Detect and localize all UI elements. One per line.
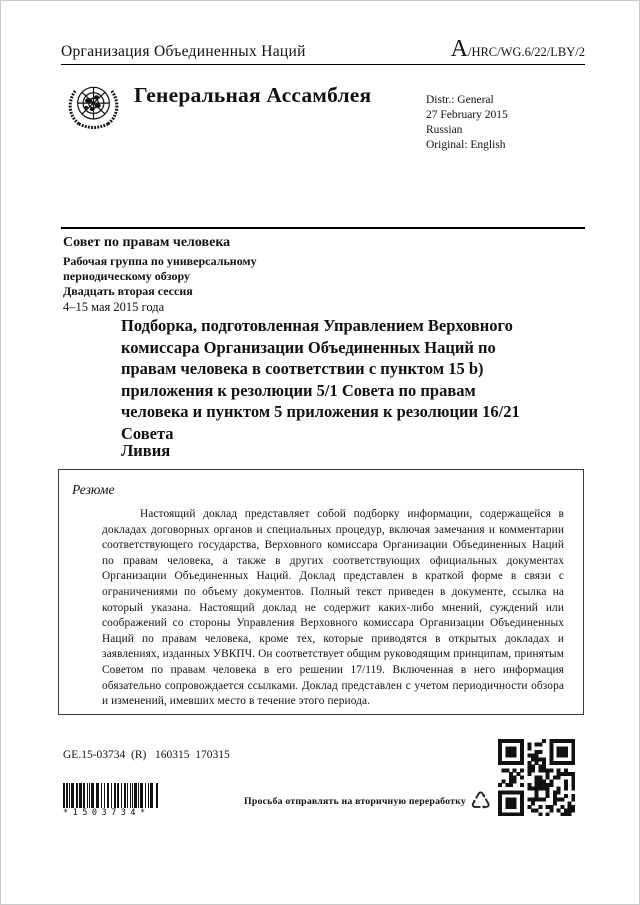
summary-label: Резюме (72, 482, 115, 497)
session-block (63, 235, 257, 315)
working-group-line2: периодическому обзору (63, 269, 191, 283)
working-group-line1: Рабочая группа по универсальному (63, 254, 257, 268)
un-emblem-icon (63, 80, 124, 136)
distribution-block (426, 93, 508, 153)
distr-line: Distr.: General (426, 94, 494, 106)
document-header (61, 37, 585, 65)
assembly-title: Генеральная Ассамблея (134, 83, 372, 107)
title-line: комиссара Организации Объединенных Наций по (121, 337, 496, 357)
barcode-text: *1503734* (63, 808, 150, 818)
summary-text: Настоящий доклад представляет собой подборку информации, содержащейся в докладах договорных органов и специальных процедур, включая замечания и комментарии соответствующего государства, Верховного комиссара Организации Объединенных Наций по правам человека, а также в других соответствующих официальных документах Организации Объединенных Наций. Доклад представлен в краткой форме в связи с ограничениями по объему документов. Полный текст приведен в документе, ссылка на который указана. Настоящий доклад не содержит каких-либо мнений, суждений или соображений со стороны Управления Верховного комиссара Организации Объединенных Наций по правам человека, кроме тех, которые приводятся в открытых докладах и заявлениях, изданных УВКПЧ. Он соответствует общим руководящим принципам, принятым Советом по правам человека в его решении 17/119. Включенная в него информация обязательно сопровождается ссылками. Доклад представлен с учетом периодичности обзора и изменений, имевших место в течение этого периода. (102, 508, 564, 708)
title-line: человека и пунктом 5 приложения к резолюции 16/21 (121, 402, 520, 421)
qr-code (498, 739, 575, 816)
title-line: приложения к резолюции 5/1 Совета по правам (121, 380, 476, 400)
title-line: Совета (121, 423, 174, 443)
council-name: Совет по правам человека (63, 235, 231, 250)
barcode (63, 783, 163, 818)
distr-original: Original: English (426, 139, 506, 151)
session-dates: 4–15 мая 2015 года (63, 300, 165, 314)
session-name: Двадцать вторая сессия (63, 284, 193, 298)
recycle-icon: ♺ (469, 787, 492, 815)
summary-box (58, 469, 584, 715)
section-divider (61, 227, 585, 229)
country-name: Ливия (121, 441, 171, 460)
document-symbol-rest: /HRC/WG.6/22/LBY/2 (467, 45, 585, 59)
document-title (121, 315, 579, 444)
recycle-line (244, 789, 491, 813)
recycle-note: Просьба отправлять на вторичную переработку (244, 795, 466, 807)
document-symbol-prefix: A (450, 36, 468, 62)
title-line: правам человека в соответствии с пунктом 15 b) (121, 359, 484, 378)
distr-language: Russian (426, 124, 463, 136)
distr-date: 27 February 2015 (426, 109, 508, 121)
org-name: Организация Объединенных Наций (61, 43, 306, 60)
title-line: Подборка, подготовленная Управлением Верховного (121, 316, 513, 335)
ge-number: GE.15-03734 (R) 160315 170315 (63, 749, 230, 761)
document-symbol (451, 37, 585, 61)
